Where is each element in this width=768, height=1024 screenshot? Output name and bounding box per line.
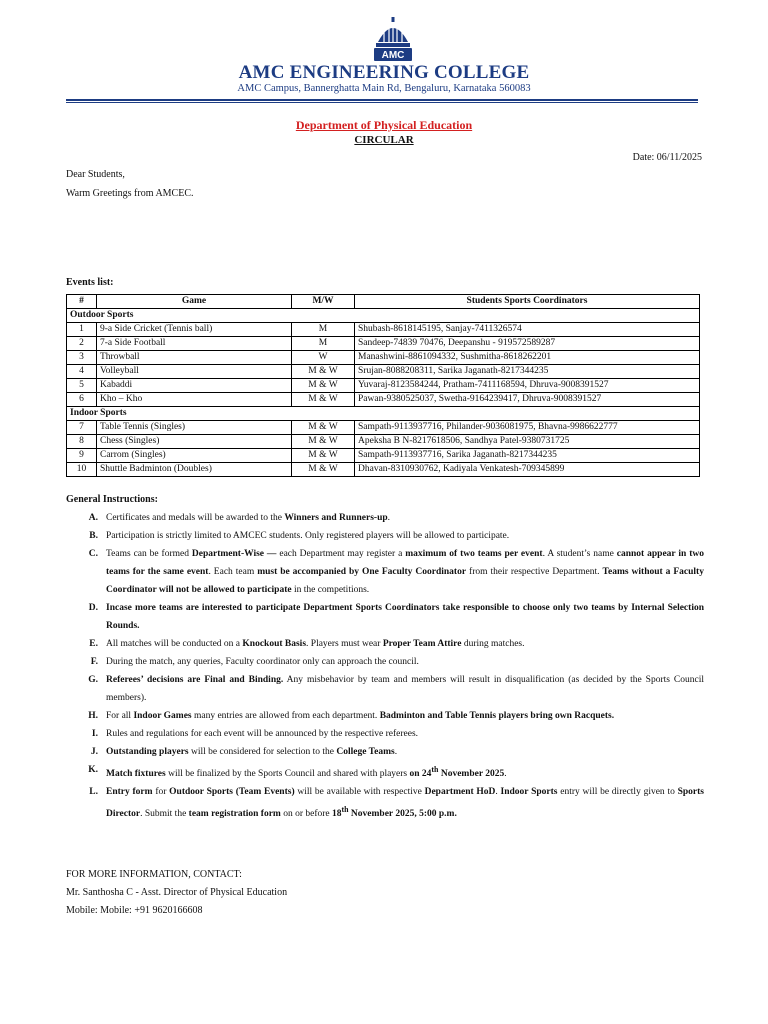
instruction-letter: F. (90, 657, 98, 667)
cell-mw: W (292, 351, 355, 365)
table-row (67, 365, 700, 379)
instruction-item (66, 743, 704, 761)
instruction-text: Participation is strictly limited to AMCEC students. Only registered players will be allowed to participate. (106, 531, 510, 541)
cell-mw: M (292, 323, 355, 337)
instruction-letter: E. (89, 639, 98, 649)
circular-title: CIRCULAR (354, 134, 414, 146)
table-row (67, 379, 700, 393)
instruction-letter: J. (90, 747, 98, 757)
instruction-letter: I. (91, 729, 98, 739)
cell-game: Kabaddi (97, 379, 292, 393)
table-row (67, 463, 700, 477)
cell-mw: M & W (292, 379, 355, 393)
cell-coordinators: Dhavan-8310930762, Kadiyala Venkatesh-709345899 (355, 463, 700, 477)
cell-number: 6 (67, 393, 97, 407)
header-coordinators: Students Sports Coordinators (355, 295, 700, 309)
cell-number: 5 (67, 379, 97, 393)
general-instructions-title: General Instructions: (66, 494, 158, 505)
instruction-letter: H. (88, 711, 98, 721)
contact-block (66, 866, 287, 920)
college-logo-icon (370, 16, 416, 64)
table-section-row (67, 309, 700, 323)
instruction-item (66, 545, 704, 599)
cell-coordinators: Yuvaraj-8123584244, Pratham-7411168594, Dhruva-9008391527 (355, 379, 700, 393)
cell-number: 4 (67, 365, 97, 379)
cell-mw: M (292, 337, 355, 351)
instruction-letter: L. (89, 787, 98, 798)
header-mw: M/W (292, 295, 355, 309)
college-address: AMC Campus, Bannerghatta Main Rd, Bengaluru, Karnataka 560083 (237, 83, 531, 94)
cell-game: Volleyball (97, 365, 292, 379)
cell-mw: M & W (292, 365, 355, 379)
instruction-item (66, 671, 704, 707)
cell-coordinators: Apeksha B N-8217618506, Sandhya Patel-9380731725 (355, 435, 700, 449)
events-table (66, 294, 700, 477)
cell-game: Shuttle Badminton (Doubles) (97, 463, 292, 477)
section-label: Outdoor Sports (67, 309, 700, 323)
cell-number: 1 (67, 323, 97, 337)
instruction-item (66, 599, 704, 635)
instruction-text: Certificates and medals will be awarded to the Winners and Runners-up. (106, 513, 391, 523)
instruction-letter: G. (88, 675, 98, 685)
college-name: AMC ENGINEERING COLLEGE (238, 62, 530, 83)
instruction-item (66, 635, 704, 653)
table-row (67, 393, 700, 407)
header-game: Game (97, 295, 292, 309)
cell-number: 7 (67, 421, 97, 435)
instruction-text: Entry form for Outdoor Sports (Team Events) will be available with respective Department HoD. Indoor Sports entry will be directly given to Sports Director. Submit the team registration form on or before 18th November 2025, 5:00 p.m. (106, 787, 704, 820)
instruction-letter: A. (88, 513, 98, 523)
instruction-text: Incase more teams are interested to participate Department Sports Coordinators take responsible to choose only two teams by Internal Selection Rounds. (106, 603, 704, 631)
instruction-text: Rules and regulations for each event will be announced by the respective referees. (106, 729, 419, 739)
cell-game: Kho – Kho (97, 393, 292, 407)
instruction-item (66, 707, 704, 725)
table-row (67, 421, 700, 435)
table-row (67, 323, 700, 337)
header-number: # (67, 295, 97, 309)
cell-number: 2 (67, 337, 97, 351)
salutation: Dear Students, (66, 169, 125, 180)
instruction-item (66, 527, 704, 545)
instruction-text: Outstanding players will be considered for selection to the College Teams. (106, 747, 398, 757)
cell-mw: M & W (292, 393, 355, 407)
greeting: Warm Greetings from AMCEC. (66, 188, 194, 199)
cell-coordinators: Sampath-9113937716, Sarika Jaganath-8217344235 (355, 449, 700, 463)
instruction-text: Teams can be formed Department-Wise — each Department may register a maximum of two teams per event. A student’s name cannot appear in two teams for the same event. Each team must be accompanied by One Faculty Coordinator from their respective Department. Teams without a Faculty Coordinator will not be allowed to participate in the competitions. (106, 549, 704, 595)
cell-coordinators: Sandeep-74839 70476, Deepanshu - 919572589287 (355, 337, 700, 351)
table-row (67, 337, 700, 351)
instruction-letter: K. (88, 765, 98, 775)
department-title: Department of Physical Education (295, 118, 473, 132)
cell-number: 8 (67, 435, 97, 449)
instruction-letter: B. (89, 531, 98, 541)
header-divider-thin (66, 102, 698, 103)
cell-game: Chess (Singles) (97, 435, 292, 449)
table-row (67, 435, 700, 449)
contact-mobile: Mobile: Mobile: +91 9620166608 (66, 905, 203, 916)
instruction-item (66, 783, 704, 823)
circular-date: Date: 06/11/2025 (632, 152, 702, 163)
instruction-text: During the match, any queries, Faculty coordinator only can approach the council. (106, 657, 419, 667)
cell-game: 7-a Side Football (97, 337, 292, 351)
cell-mw: M & W (292, 421, 355, 435)
table-section-row (67, 407, 700, 421)
instructions-list (66, 509, 704, 823)
logo-text: AMC (381, 50, 405, 61)
contact-person: Mr. Santhosha C - Asst. Director of Physical Education (66, 887, 288, 898)
cell-mw: M & W (292, 449, 355, 463)
cell-number: 9 (67, 449, 97, 463)
events-list-label: Events list: (66, 277, 114, 288)
table-row (67, 351, 700, 365)
instruction-letter: C. (88, 549, 98, 559)
cell-coordinators: Srujan-8088208311, Sarika Jaganath-8217344235 (355, 365, 700, 379)
cell-game: Table Tennis (Singles) (97, 421, 292, 435)
cell-number: 3 (67, 351, 97, 365)
section-label: Indoor Sports (67, 407, 700, 421)
cell-coordinators: Pawan-9380525037, Swetha-9164239417, Dhruva-9008391527 (355, 393, 700, 407)
instruction-item (66, 653, 704, 671)
cell-coordinators: Shubash-8618145195, Sanjay-7411326574 (355, 323, 700, 337)
table-row (67, 449, 700, 463)
instruction-item (66, 725, 704, 743)
cell-coordinators: Manashwini-8861094332, Sushmitha-8618262201 (355, 351, 700, 365)
cell-mw: M & W (292, 463, 355, 477)
cell-mw: M & W (292, 435, 355, 449)
cell-game: Throwball (97, 351, 292, 365)
table-header-row (67, 295, 700, 309)
instruction-item (66, 761, 704, 783)
cell-coordinators: Sampath-9113937716, Philander-9036081975, Bhavna-9986622777 (355, 421, 700, 435)
instruction-text: Referees’ decisions are Final and Binding. Any misbehavior by team and members will result in disqualification (as decided by the Sports Council members). (106, 675, 704, 703)
instruction-text: Match fixtures will be finalized by the Sports Council and shared with players on 24th November 2025. (106, 765, 507, 780)
contact-heading: FOR MORE INFORMATION, CONTACT: (66, 869, 242, 880)
cell-game: 9-a Side Cricket (Tennis ball) (97, 323, 292, 337)
cell-game: Carrom (Singles) (97, 449, 292, 463)
instruction-letter: D. (88, 603, 98, 613)
instruction-item (66, 509, 704, 527)
cell-number: 10 (67, 463, 97, 477)
header-divider (66, 99, 698, 101)
instruction-text: For all Indoor Games many entries are allowed from each department. Badminton and Table Tennis players bring own Racquets. (106, 711, 615, 721)
instruction-text: All matches will be conducted on a Knockout Basis. Players must wear Proper Team Attire during matches. (106, 639, 525, 649)
